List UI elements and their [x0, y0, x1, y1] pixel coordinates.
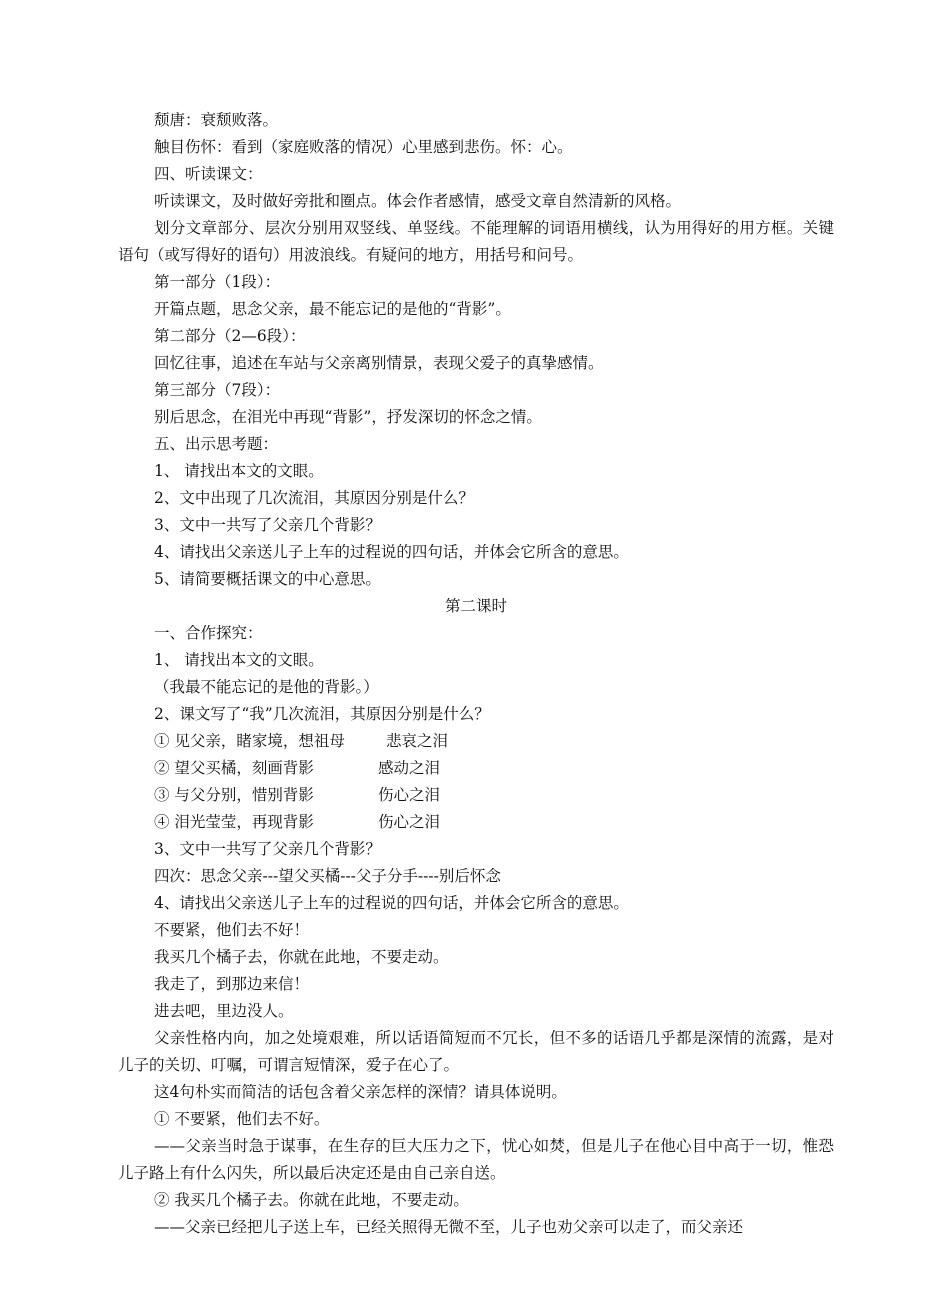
text-line: ——父亲已经把儿子送上车，已经关照得无微不至，儿子也劝父亲可以走了，而父亲还	[154, 1218, 744, 1236]
tear-reason-row	[118, 809, 834, 836]
question-item: 3、文中一共写了父亲几个背影？	[154, 516, 381, 534]
document-body	[118, 107, 834, 1241]
question-item: 4、请找出父亲送儿子上车的过程说的四句话，并体会它所含的意思。	[154, 543, 629, 561]
text-line: 别后思念，在泪光中再现“背影”，抒发深切的怀念之情。	[154, 408, 542, 426]
text-line: 听读课文，及时做好旁批和圈点。体会作者感情，感受文章自然清新的风格。	[154, 192, 682, 210]
question-item: 5、请简要概括课文的中心意思。	[154, 570, 381, 588]
tear-type: 伤心之泪	[378, 786, 441, 804]
paragraph: 父亲性格内向，加之处境艰难，所以话语简短而不冗长，但不多的话语几乎都是深情的流露，是对儿子的关切、叮嘱，可谓言短情深，爱子在心了。	[118, 1029, 834, 1074]
quote-line: 进去吧，里边没人。	[154, 1002, 294, 1020]
tear-type: 感动之泪	[378, 759, 441, 777]
quote-line: ② 我买几个橘子去。你就在此地，不要走动。	[154, 1191, 469, 1209]
text-line: 这4句朴实而简洁的话包含着父亲怎样的深情？请具体说明。	[154, 1083, 567, 1101]
paragraph: ——父亲当时急于谋事，在生存的巨大压力之下，忧心如焚，但是儿子在他心目中高于一切，惟恐儿子路上有什么闪失，所以最后决定还是由自己亲自送。	[118, 1137, 834, 1182]
text-line: 第一部分（1段）：	[154, 273, 281, 291]
text-line: 第二部分（2—6段）：	[154, 327, 306, 345]
quote-line: 我走了，到那边来信！	[154, 975, 310, 993]
question-item: 3、文中一共写了父亲几个背影？	[154, 840, 381, 858]
answer-line: 四次：思念父亲---望父买橘---父子分手----别后怀念	[154, 867, 501, 885]
question-item: 4、请找出父亲送儿子上车的过程说的四句话，并体会它所含的意思。	[154, 894, 629, 912]
text-line: 触目伤怀：看到（家庭败落的情况）心里感到悲伤。怀：心。	[154, 138, 573, 156]
question-item: 1、 请找出本文的文眼。	[154, 462, 324, 480]
tear-reason: ② 望父买橘，刻画背影	[154, 759, 314, 777]
tear-reason-row	[118, 782, 834, 809]
text-line: 开篇点题，思念父亲，最不能忘记的是他的“背影”。	[154, 300, 511, 318]
tear-reason: ③ 与父分别，惜别背影	[154, 786, 314, 804]
tear-reason-row	[118, 755, 834, 782]
paragraph: 划分文章部分、层次分别用双竖线、单竖线。不能理解的词语用横线，认为用得好的用方框。关键语句（或写得好的语句）用波浪线。有疑问的地方，用括号和问号。	[118, 219, 834, 264]
text-line: 第三部分（7段）：	[154, 381, 281, 399]
answer-line: （我最不能忘记的是他的背影。）	[154, 678, 379, 696]
question-item: 1、 请找出本文的文眼。	[154, 651, 324, 669]
quote-line: 不要紧，他们去不好！	[154, 921, 310, 939]
tear-type: 悲哀之泪	[386, 732, 449, 750]
text-line: 回忆往事，追述在车站与父亲离别情景，表现父爱子的真挚感情。	[154, 354, 604, 372]
tear-type: 伤心之泪	[378, 813, 441, 831]
tear-reason: ① 见父亲，睹家境，想祖母	[154, 732, 345, 750]
section-heading: 五、出示思考题：	[154, 435, 279, 453]
text-line: 颓唐：衰颓败落。	[154, 111, 279, 129]
section-heading: 四、听读课文：	[154, 165, 263, 183]
quote-line: ① 不要紧，他们去不好。	[154, 1110, 330, 1128]
lesson-title: 第二课时	[444, 597, 507, 615]
question-item: 2、文中出现了几次流泪，其原因分别是什么？	[154, 489, 474, 507]
section-heading: 一、合作探究：	[154, 624, 263, 642]
tear-reason-row	[118, 728, 834, 755]
quote-line: 我买几个橘子去，你就在此地，不要走动。	[154, 948, 449, 966]
tear-reason: ④ 泪光莹莹，再现背影	[154, 813, 314, 831]
question-item: 2、课文写了“我”几次流泪，其原因分别是什么？	[154, 705, 490, 723]
